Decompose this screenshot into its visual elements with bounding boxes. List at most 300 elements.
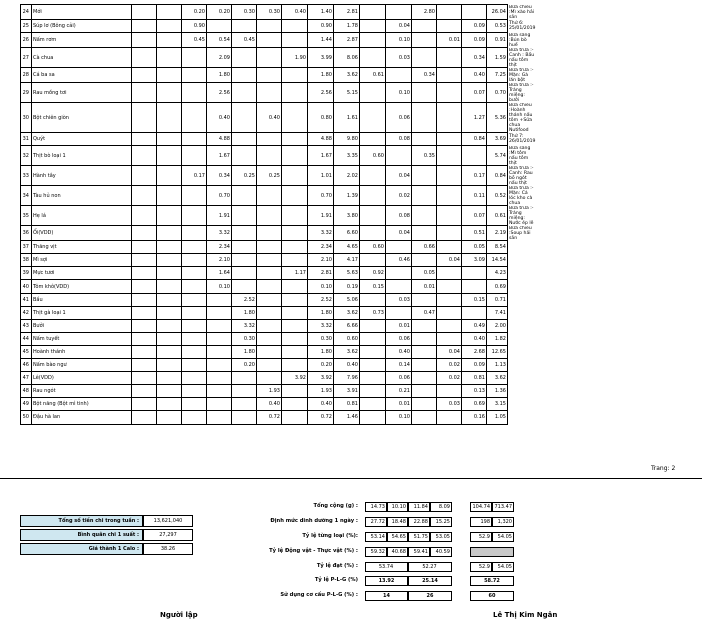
value-cell [257, 206, 282, 226]
achieved-cell: 53.74 [365, 562, 408, 572]
signer-name: Lê Thị Kim Ngân [493, 611, 558, 619]
value-cell: 7.25 [487, 68, 508, 83]
value-cell [182, 48, 207, 68]
value-cell [182, 206, 207, 226]
row-number: 40 [21, 280, 32, 293]
value-cell: 0.03 [386, 293, 412, 306]
value-cell [157, 319, 182, 332]
food-name: Nấm rơm [32, 33, 132, 48]
animal-veg-cell: 40.68 [387, 547, 408, 557]
value-cell [412, 293, 437, 306]
value-cell [257, 68, 282, 83]
value-cell [132, 133, 157, 146]
value-cell [257, 186, 282, 206]
value-cell [182, 133, 207, 146]
value-cell [182, 280, 207, 293]
value-cell: 0.01 [386, 398, 412, 411]
value-cell: 1.67 [308, 146, 334, 166]
value-cell: 2.10 [308, 254, 334, 267]
value-cell: 2.81 [334, 5, 360, 20]
value-cell [437, 186, 462, 206]
row-number: 31 [21, 133, 32, 146]
food-name: Thịt bò loại 1 [32, 146, 132, 166]
row-number: 49 [21, 398, 32, 411]
value-cell [157, 186, 182, 206]
value-cell [182, 319, 207, 332]
norm-cell: 15.25 [430, 517, 452, 527]
value-cell: 4.23 [487, 267, 508, 280]
value-cell: 0.40 [282, 5, 308, 20]
value-cell [437, 48, 462, 68]
value-cell: 0.06 [386, 372, 412, 385]
value-cell [437, 241, 462, 254]
value-cell [157, 103, 182, 133]
value-cell [282, 241, 308, 254]
value-cell: 3.62 [334, 345, 360, 358]
value-cell: 0.81 [462, 372, 487, 385]
value-cell [282, 166, 308, 186]
value-cell [412, 83, 437, 103]
value-cell: 0.20 [182, 5, 207, 20]
value-cell: 5.74 [487, 146, 508, 166]
row-number: 47 [21, 372, 32, 385]
value-cell: 0.06 [386, 103, 412, 133]
value-cell [232, 385, 257, 398]
value-cell [282, 293, 308, 306]
row-number: 36 [21, 226, 32, 241]
food-name: Bầu [32, 293, 132, 306]
value-cell [232, 241, 257, 254]
value-cell [462, 306, 487, 319]
value-cell: 0.06 [386, 332, 412, 345]
value-cell [282, 345, 308, 358]
value-cell [360, 293, 386, 306]
value-cell: 6.66 [334, 319, 360, 332]
table-row [21, 68, 643, 83]
value-cell [360, 345, 386, 358]
menu-note [508, 372, 537, 385]
value-cell [282, 306, 308, 319]
value-cell: 1.27 [462, 103, 487, 133]
value-cell: 6.60 [334, 226, 360, 241]
value-cell [437, 385, 462, 398]
value-cell: 0.04 [437, 254, 462, 267]
menu-note [508, 254, 537, 267]
menu-note [508, 241, 537, 254]
value-cell: 3.92 [308, 372, 334, 385]
table-row [21, 254, 643, 267]
menu-note [508, 280, 537, 293]
value-cell: 1.90 [282, 48, 308, 68]
value-cell: 0.14 [386, 359, 412, 372]
value-cell [282, 68, 308, 83]
value-cell: 2.19 [487, 226, 508, 241]
value-cell: 0.30 [257, 5, 282, 20]
value-cell: 0.60 [360, 146, 386, 166]
value-cell [386, 241, 412, 254]
value-cell: 0.40 [207, 103, 232, 133]
value-cell [360, 319, 386, 332]
table-row [21, 359, 643, 372]
value-cell [132, 411, 157, 424]
food-table [20, 4, 643, 425]
value-cell [257, 33, 282, 48]
value-cell: 0.61 [360, 68, 386, 83]
value-cell: 7.96 [334, 372, 360, 385]
value-cell: 3.62 [334, 306, 360, 319]
food-name: Lê(VDD) [32, 372, 132, 385]
value-cell [157, 398, 182, 411]
value-cell: 0.19 [334, 280, 360, 293]
value-cell: 2.56 [308, 83, 334, 103]
value-cell [232, 411, 257, 424]
value-cell [282, 359, 308, 372]
value-cell [437, 267, 462, 280]
value-cell: 0.60 [334, 332, 360, 345]
value-cell [412, 226, 437, 241]
value-cell: 0.45 [182, 33, 207, 48]
value-cell [157, 332, 182, 345]
menu-note [508, 267, 537, 280]
table-row [21, 83, 643, 103]
value-cell: 2.00 [487, 319, 508, 332]
table-row [21, 166, 643, 186]
food-name: Bột chiên giòn [32, 103, 132, 133]
value-cell: 1.64 [207, 267, 232, 280]
value-cell: 4.17 [334, 254, 360, 267]
value-cell [360, 83, 386, 103]
value-cell: 0.03 [386, 48, 412, 68]
value-cell: 0.01 [437, 33, 462, 48]
value-cell [462, 267, 487, 280]
value-cell [182, 146, 207, 166]
value-cell [207, 398, 232, 411]
value-cell [360, 133, 386, 146]
plg-use-cell: 26 [408, 591, 452, 601]
value-cell [257, 372, 282, 385]
weekly-cost-value: 13,621,040 [143, 515, 193, 527]
value-cell [257, 306, 282, 319]
value-cell [257, 48, 282, 68]
table-row [21, 206, 643, 226]
menu-note [508, 398, 537, 411]
value-cell [257, 359, 282, 372]
value-cell [132, 385, 157, 398]
value-cell: 2.52 [232, 293, 257, 306]
value-cell: 0.61 [487, 206, 508, 226]
table-row [21, 345, 643, 358]
value-cell: 1.80 [308, 68, 334, 83]
value-cell [360, 33, 386, 48]
menu-note: Bữa chiều :Soup hải sản [509, 225, 532, 241]
value-cell [232, 83, 257, 103]
value-cell: 0.03 [437, 398, 462, 411]
norm-cell: 198 [470, 517, 492, 527]
value-cell: 0.69 [487, 280, 508, 293]
value-cell [360, 20, 386, 33]
food-name: Rau mồng tơi [32, 83, 132, 103]
value-cell [132, 166, 157, 186]
value-cell [157, 372, 182, 385]
row-number: 27 [21, 48, 32, 68]
value-cell [132, 20, 157, 33]
value-cell: 7.41 [487, 306, 508, 319]
value-cell [132, 226, 157, 241]
value-cell [182, 411, 207, 424]
value-cell [360, 186, 386, 206]
row-number: 29 [21, 83, 32, 103]
value-cell [207, 411, 232, 424]
value-cell [412, 385, 437, 398]
menu-note: Bữa trưa :- Canh : Bầu nấu tôm thịt [509, 47, 535, 68]
value-cell [282, 146, 308, 166]
value-cell: 0.84 [462, 133, 487, 146]
value-cell [282, 83, 308, 103]
value-cell: 0.05 [462, 241, 487, 254]
menu-note [508, 319, 537, 332]
value-cell: 0.40 [257, 103, 282, 133]
value-cell: 0.60 [360, 241, 386, 254]
value-cell: 3.35 [334, 146, 360, 166]
value-cell [182, 83, 207, 103]
food-name: Cá ba sa [32, 68, 132, 83]
value-cell: 0.02 [437, 359, 462, 372]
value-cell: 1.80 [207, 68, 232, 83]
value-cell [412, 48, 437, 68]
value-cell: 1.46 [334, 411, 360, 424]
value-cell: 2.80 [412, 5, 437, 20]
total-label: Tổng cộng (g) : [313, 503, 358, 509]
value-cell [360, 226, 386, 241]
value-cell [182, 332, 207, 345]
value-cell: 0.05 [412, 267, 437, 280]
value-cell [132, 359, 157, 372]
menu-note [508, 385, 537, 398]
value-cell: 0.80 [308, 103, 334, 133]
value-cell [282, 186, 308, 206]
value-cell: 4.88 [207, 133, 232, 146]
value-cell [437, 293, 462, 306]
value-cell: 0.25 [257, 166, 282, 186]
value-cell: 0.69 [462, 398, 487, 411]
value-cell [360, 398, 386, 411]
menu-note: Bữa sáng :Bún bò huế [509, 32, 531, 48]
row-number: 46 [21, 359, 32, 372]
value-cell [157, 254, 182, 267]
value-cell [132, 206, 157, 226]
value-cell: 0.34 [462, 48, 487, 68]
value-cell [257, 345, 282, 358]
value-cell [360, 411, 386, 424]
value-cell: 0.90 [182, 20, 207, 33]
achieved-label: Tỷ lệ đạt (%) : [316, 563, 358, 569]
value-cell: 1.17 [282, 267, 308, 280]
value-cell: 0.17 [182, 166, 207, 186]
value-cell: 0.10 [386, 83, 412, 103]
menu-note [508, 293, 537, 306]
calorie-cost-label: Giá thành 1 Calo : [20, 543, 143, 555]
value-cell [157, 359, 182, 372]
value-cell [182, 385, 207, 398]
menu-note: Bữa chiều :Hoành thánh nấu tôm +Sữa chua Nutifood [509, 102, 533, 133]
value-cell: 3.91 [334, 385, 360, 398]
value-cell [132, 5, 157, 20]
value-cell [157, 345, 182, 358]
value-cell [157, 411, 182, 424]
value-cell [360, 254, 386, 267]
menu-note: Thứ 7: 26/01/2019 [509, 134, 536, 145]
value-cell [182, 226, 207, 241]
value-cell [257, 319, 282, 332]
value-cell: 0.20 [207, 5, 232, 20]
total-cell: 14.73 [365, 502, 387, 512]
value-cell: 2.34 [207, 241, 232, 254]
table-row [21, 241, 643, 254]
value-cell: 0.34 [207, 166, 232, 186]
value-cell: 0.72 [257, 411, 282, 424]
value-cell [182, 254, 207, 267]
food-name: Hoành thánh [32, 345, 132, 358]
value-cell [282, 254, 308, 267]
value-cell: 1.80 [308, 345, 334, 358]
row-number: 38 [21, 254, 32, 267]
value-cell: 3.92 [282, 372, 308, 385]
row-number: 34 [21, 186, 32, 206]
norm-label: Định mức dinh dưỡng 1 ngày : [270, 518, 358, 524]
value-cell [257, 280, 282, 293]
value-cell [257, 267, 282, 280]
value-cell: 0.30 [232, 332, 257, 345]
value-cell: 1.44 [308, 33, 334, 48]
value-cell [207, 332, 232, 345]
menu-note: Bữa trưa :- Tráng miệng: Nước ép lê [509, 205, 534, 226]
table-row [21, 332, 643, 345]
value-cell: 0.46 [386, 254, 412, 267]
plg-cell: 25.14 [408, 576, 452, 586]
value-cell [437, 68, 462, 83]
value-cell: 0.53 [487, 20, 508, 33]
value-cell [207, 20, 232, 33]
value-cell: 2.52 [308, 293, 334, 306]
table-row [21, 48, 643, 68]
value-cell: 0.20 [232, 359, 257, 372]
plg-use-label: Sử dụng cơ cấu P-L-G (%) : [280, 592, 358, 598]
table-row [21, 385, 643, 398]
value-cell: 5.15 [334, 83, 360, 103]
value-cell: 0.21 [386, 385, 412, 398]
value-cell [360, 359, 386, 372]
avg-cost-value: 27,297 [143, 529, 193, 541]
value-cell [437, 306, 462, 319]
value-cell [282, 226, 308, 241]
value-cell: 2.34 [308, 241, 334, 254]
avg-cost-label: Bình quân chi 1 suất : [20, 529, 143, 541]
value-cell: 0.09 [462, 359, 487, 372]
table-row [21, 133, 643, 146]
achieved-cell: 54.05 [492, 562, 514, 572]
value-cell [132, 68, 157, 83]
value-cell: 0.09 [462, 20, 487, 33]
value-cell [232, 398, 257, 411]
value-cell [207, 345, 232, 358]
value-cell [132, 146, 157, 166]
value-cell: 3.80 [334, 206, 360, 226]
value-cell: 3.32 [308, 226, 334, 241]
value-cell: 0.40 [257, 398, 282, 411]
value-cell [282, 133, 308, 146]
food-name: Tàu hủ non [32, 186, 132, 206]
value-cell [132, 398, 157, 411]
value-cell: 0.52 [487, 186, 508, 206]
value-cell [282, 385, 308, 398]
value-cell [157, 5, 182, 20]
value-cell: 3.62 [487, 372, 508, 385]
ratio-cell: 51.75 [408, 532, 430, 542]
value-cell [282, 280, 308, 293]
value-cell [360, 372, 386, 385]
value-cell: 0.40 [462, 332, 487, 345]
value-cell [437, 280, 462, 293]
ratio-cell: 52.9 [470, 532, 492, 542]
value-cell: 1.91 [207, 206, 232, 226]
value-cell [257, 241, 282, 254]
value-cell [232, 226, 257, 241]
value-cell [360, 206, 386, 226]
value-cell [360, 48, 386, 68]
value-cell [462, 5, 487, 20]
table-row [21, 226, 643, 241]
weekly-cost-label: Tổng số tiền chi trong tuần : [20, 515, 143, 527]
value-cell [412, 166, 437, 186]
menu-note: Bữa trưa :- Mặn: Cá lóc kho cà chua [509, 185, 534, 206]
value-cell [437, 133, 462, 146]
value-cell: 1.80 [232, 306, 257, 319]
value-cell [132, 33, 157, 48]
value-cell: 0.84 [487, 166, 508, 186]
ratio-cell: 53.05 [430, 532, 452, 542]
table-row [21, 319, 643, 332]
row-number: 32 [21, 146, 32, 166]
value-cell [207, 359, 232, 372]
value-cell [462, 280, 487, 293]
value-cell: 0.10 [308, 280, 334, 293]
value-cell: 4.88 [308, 133, 334, 146]
plg-cell: 13.92 [365, 576, 408, 586]
total-cell: 8.09 [430, 502, 452, 512]
plg-use-cell: 60 [470, 591, 514, 601]
value-cell: 0.34 [412, 68, 437, 83]
value-cell: 2.10 [207, 254, 232, 267]
value-cell [360, 385, 386, 398]
value-cell: 12.65 [487, 345, 508, 358]
plg-cell: 58.72 [470, 576, 514, 586]
value-cell [157, 280, 182, 293]
value-cell: 0.73 [360, 306, 386, 319]
value-cell [182, 241, 207, 254]
row-number: 25 [21, 20, 32, 33]
value-cell [360, 332, 386, 345]
value-cell: 0.02 [437, 372, 462, 385]
value-cell [157, 133, 182, 146]
food-name: Mới [32, 5, 132, 20]
value-cell: 1.39 [334, 186, 360, 206]
value-cell [182, 68, 207, 83]
value-cell: 0.49 [462, 319, 487, 332]
value-cell [157, 33, 182, 48]
table-row [21, 372, 643, 385]
menu-note: Thứ 6: 25/01/2019 [509, 21, 536, 32]
ratio-label: Tỷ lệ từng loại (%): [302, 533, 358, 539]
